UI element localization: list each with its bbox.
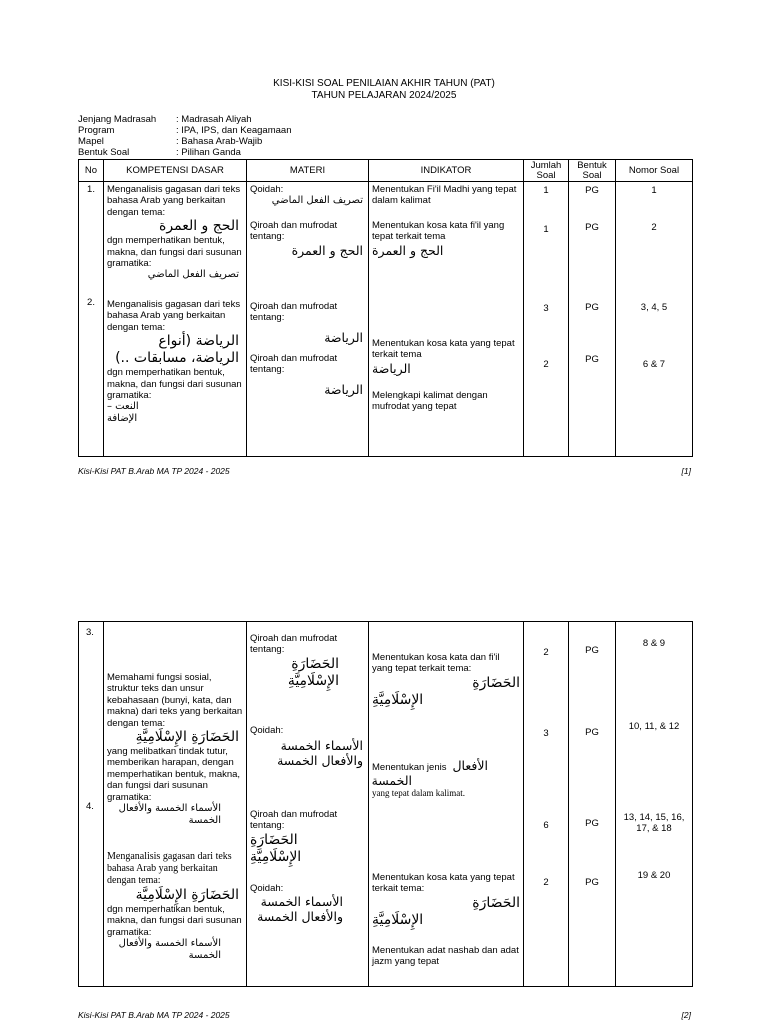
materi-arabic: الحَضَارَةِ	[291, 655, 339, 672]
indikator-block	[372, 652, 520, 709]
materi-label: Qiroah dan mufrodat tentang:	[250, 220, 338, 243]
kd-theme-arabic: الحَضَارَةِ الإِسْلَامِيَّةِ	[135, 728, 239, 745]
materi-block	[250, 184, 365, 207]
indikator-text: Menentukan Fi'il Madhi yang tepat dalam kalimat	[372, 184, 517, 207]
materi-block	[250, 809, 365, 866]
kd-block-2	[107, 299, 243, 425]
bentuk-soal: PG	[585, 645, 599, 656]
nomor-soal: 6 & 7	[642, 359, 666, 370]
kd-theme-arabic: الحج و العمرة	[159, 218, 239, 235]
indikator-arabic: الأفعال	[452, 758, 488, 773]
info-key: Program	[78, 125, 115, 136]
document-info	[78, 114, 291, 158]
bentuk-soal: PG	[585, 818, 599, 829]
info-value: : Bahasa Arab-Wajib	[176, 136, 263, 147]
row-number: 1.	[87, 184, 95, 195]
jumlah-soal: 2	[543, 359, 549, 370]
title-line-2: TAHUN PELAJARAN 2024/2025	[311, 90, 457, 101]
info-value: : IPA, IPS, dan Keagamaan	[176, 125, 292, 136]
info-row	[78, 147, 291, 158]
kd-middle: dgn memperhatikan bentuk, makna, dan fungsi dari susunan gramatika:	[107, 235, 242, 269]
bentuk-soal-cell	[569, 622, 616, 987]
indikator-arabic: الحَضَارَةِ	[472, 894, 520, 911]
kd-theme-arabic: الرياضة، مسابقات ..)	[115, 350, 239, 367]
jumlah-soal: 3	[543, 303, 549, 314]
info-row	[78, 125, 291, 136]
materi-arabic: والأفعال الخمسة	[277, 753, 363, 769]
materi-arabic: الرياضة	[324, 381, 363, 397]
kd-block-3	[107, 672, 243, 827]
materi-arabic: الحج و العمرة	[291, 242, 363, 258]
bentuk-soal: PG	[585, 185, 599, 196]
materi-label: Qoidah:	[250, 184, 284, 195]
jumlah-soal: 1	[543, 224, 549, 235]
materi-label: Qiroah dan mufrodat tentang:	[250, 633, 338, 656]
materi-label: Qiroah dan mufrodat tentang:	[250, 353, 338, 376]
jumlah-soal: 2	[543, 647, 549, 658]
jumlah-soal: 1	[543, 185, 549, 196]
indikator-arabic: الحَضَارَةِ	[472, 674, 520, 691]
page-footer-right: [2]	[681, 1010, 691, 1020]
indikator-text: Menentukan kosa kata dan fi'il yang tepat terkait tema:	[372, 652, 500, 675]
info-value: : Madrasah Aliyah	[176, 114, 252, 125]
header-bentuk-soal: Bentuk Soal	[569, 160, 616, 182]
kd-middle: yang melibatkan tindak tutur, memberikan harapan, dengan memperhatikan bentuk, makna, dan fungsi dari susunan gramatika:	[107, 745, 241, 803]
materi-arabic: تصريف الفعل الماضي	[271, 195, 363, 207]
bentuk-soal-cell	[569, 182, 616, 457]
indikator-arabic: الرياضة	[372, 360, 411, 376]
materi-arabic: الإِسْلَامِيَّةِ	[250, 848, 302, 865]
indikator-text: Menentukan kosa kata fi'il yang tepat terkait tema	[372, 220, 505, 243]
info-row	[78, 114, 291, 125]
indikator-block	[372, 220, 520, 258]
info-key: Bentuk Soal	[78, 147, 130, 158]
no-cell	[79, 182, 104, 457]
indikator-cell	[369, 622, 524, 987]
jumlah-soal: 2	[543, 877, 549, 888]
kd-intro: Menganalisis gagasan dari teks bahasa Arab yang berkaitan dengan tema:	[107, 851, 232, 886]
indikator-text: Melengkapi kalimat dengan mufrodat yang tepat	[372, 390, 488, 413]
indikator-text: Menentukan jenis	[372, 761, 447, 773]
kd-block-1	[107, 184, 243, 281]
materi-label: Qoidah:	[250, 883, 284, 894]
page-footer-left: Kisi-Kisi PAT B.Arab MA TP 2024 - 2025	[78, 466, 230, 476]
info-value: : Pilihan Ganda	[176, 147, 241, 158]
kd-intro: Memahami fungsi sosial, struktur teks dan unsur kebahasaan (bunyi, kata, dan makna) dari teks yang berkaitan dengan tema:	[107, 672, 243, 729]
nomor-soal: 3, 4, 5	[640, 302, 668, 313]
table-row	[79, 622, 693, 987]
header-nomor-soal: Nomor Soal	[616, 160, 693, 182]
materi-arabic: الأسماء الخمسة	[280, 738, 363, 754]
nomor-soal: 8 & 9	[642, 638, 666, 649]
materi-cell	[247, 182, 369, 457]
table-row	[79, 182, 693, 457]
materi-arabic: الأسماء الخمسة	[260, 894, 343, 910]
materi-block	[250, 633, 365, 690]
jumlah-soal-cell	[524, 622, 569, 987]
materi-arabic: الرياضة	[324, 329, 363, 345]
bentuk-soal: PG	[585, 877, 599, 888]
row-number: 4.	[86, 801, 94, 812]
kd-grammar-arabic: تصريف الفعل الماضي	[147, 269, 239, 281]
nomor-soal-cell	[616, 622, 693, 987]
jumlah-soal: 3	[543, 728, 549, 739]
header-indikator: INDIKATOR	[369, 160, 524, 182]
indikator-cell	[369, 182, 524, 457]
nomor-soal: 13, 14, 15, 16, 17, & 18	[623, 812, 685, 835]
kd-theme-arabic: الحَضَارَةِ الإِسْلَامِيَّة	[135, 887, 239, 903]
nomor-soal-cell	[616, 182, 693, 457]
nomor-soal: 19 & 20	[637, 870, 671, 881]
title-line-1: KISI-KISI SOAL PENILAIAN AKHIR TAHUN (PAT)	[273, 78, 495, 89]
materi-block	[250, 301, 365, 345]
kd-theme-arabic: الرياضة (أنواع	[158, 333, 239, 350]
document-title	[0, 78, 768, 102]
kisi-kisi-table-page2	[78, 621, 693, 987]
info-row	[78, 136, 291, 147]
indikator-text: yang tepat dalam kalimat.	[372, 788, 465, 798]
indikator-line	[372, 758, 520, 773]
indikator-block	[372, 338, 520, 376]
header-materi: MATERI	[247, 160, 369, 182]
bentuk-soal: PG	[585, 727, 599, 738]
kd-intro: Menganalisis gagasan dari teks bahasa Arab yang berkaitan dengan tema:	[107, 184, 241, 218]
header-kompetensi-dasar: KOMPETENSI DASAR	[104, 160, 247, 182]
table-header-row	[79, 160, 693, 182]
jumlah-soal-cell	[524, 182, 569, 457]
kd-grammar-arabic: الأسماء الخمسة والأفعال الخمسة	[118, 938, 221, 962]
bentuk-soal: PG	[585, 302, 599, 313]
kompetensi-dasar-cell	[104, 622, 247, 987]
materi-arabic: الإِسْلَامِيَّةِ	[287, 672, 339, 689]
indikator-block	[372, 758, 520, 799]
indikator-text: Menentukan kosa kata yang tepat terkait tema:	[372, 872, 515, 895]
page-footer-right: [1]	[681, 466, 691, 476]
header-jumlah-soal: Jumlah Soal	[524, 160, 569, 182]
jumlah-soal: 6	[543, 820, 549, 831]
materi-cell	[247, 622, 369, 987]
bentuk-soal: PG	[585, 354, 599, 365]
kompetensi-dasar-cell	[104, 182, 247, 457]
materi-block	[250, 725, 365, 768]
nomor-soal: 10, 11, & 12	[628, 721, 680, 732]
materi-block	[250, 883, 365, 924]
materi-label: Qoidah:	[250, 725, 284, 736]
materi-arabic: والأفعال الخمسة	[257, 909, 343, 925]
page-footer-left: Kisi-Kisi PAT B.Arab MA TP 2024 - 2025	[78, 1010, 230, 1020]
kd-grammar-arabic: النعت – الإضافة	[107, 401, 139, 425]
materi-label: Qiroah dan mufrodat tentang:	[250, 809, 338, 832]
kisi-kisi-table-page1	[78, 159, 693, 457]
kd-middle: dgn memperhatikan bentuk, makna, dan fungsi dari susunan gramatika:	[107, 904, 242, 938]
materi-label: Qiroah dan mufrodat tentang:	[250, 301, 338, 324]
no-cell	[79, 622, 104, 987]
info-key: Jenjang Madrasah	[78, 114, 157, 125]
kd-middle: dgn memperhatikan bentuk, makna, dan fungsi dari susunan gramatika:	[107, 367, 242, 401]
indikator-arabic: الحج و العمرة	[372, 242, 444, 258]
materi-block	[250, 353, 365, 397]
kd-intro: Menganalisis gagasan dari teks bahasa Arab yang berkaitan dengan tema:	[107, 299, 241, 333]
indikator-text: Menentukan adat nashab dan adat jazm yang tepat	[372, 945, 519, 968]
materi-arabic: الحَضَارَةِ	[250, 831, 298, 848]
row-number: 2.	[87, 297, 95, 308]
nomor-soal: 2	[651, 222, 657, 233]
indikator-arabic: الخمسة	[371, 773, 412, 788]
row-number: 3.	[86, 627, 94, 638]
info-key: Mapel	[78, 136, 104, 147]
bentuk-soal: PG	[585, 222, 599, 233]
nomor-soal: 1	[651, 185, 657, 196]
indikator-block	[372, 872, 520, 929]
indikator-arabic: الإِسْلَامِيَّةِ	[372, 911, 424, 928]
indikator-arabic: الإِسْلَامِيَّةِ	[372, 691, 424, 708]
indikator-text: Menentukan kosa kata yang tepat terkait tema	[372, 338, 515, 361]
kd-block-4	[107, 851, 243, 962]
materi-block	[250, 220, 365, 258]
kd-grammar-arabic: الأسماء الخمسة والأفعال الخمسة	[118, 802, 221, 826]
header-no: No	[79, 160, 104, 182]
